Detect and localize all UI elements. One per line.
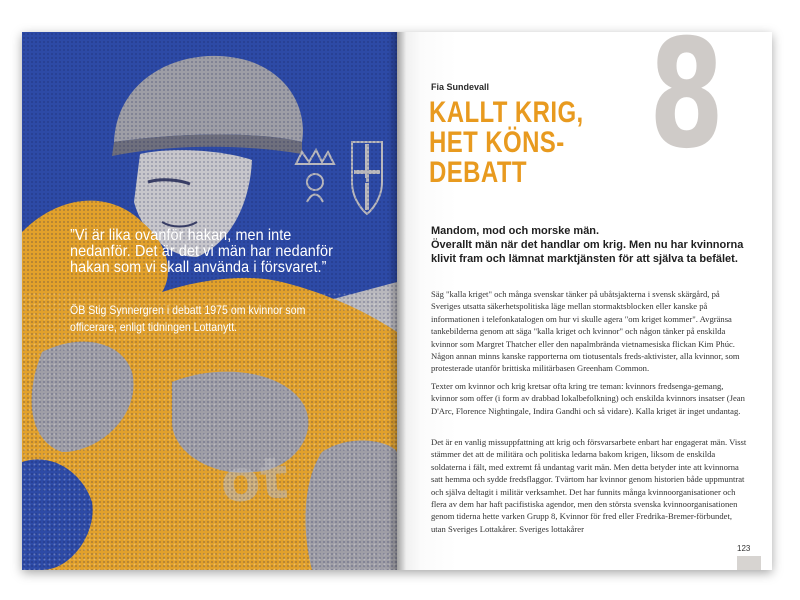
title-line-2: HET KÖNS- [429,126,565,159]
body-paragraph-2: Texter om kvinnor och krig kretsar ofta kring tre teman: kvinnors fredsenga-gemang, kvinnor som offer (i form av drabbad lokalbefolkning) och enskilda kvinnors insatser (Jean D'Arc, Florence Nightingale, Indira Gandhi och så vidare). Kalla kriget är inget undantag. [431,381,745,416]
soldier-photo [22,32,397,570]
chapter-number: 8 [649,32,723,182]
page-number: 123 [737,544,751,553]
lead-paragraph [431,224,751,266]
author-name: Fia Sundevall [431,82,490,92]
right-page [397,32,772,570]
title-line-1: KALLT KRIG, [429,96,584,129]
pull-quote: ”Vi är lika ovanför hakan, men inte nedanför. Det är det vi män har nedanför hakan som vi skall använda i försvaret.” [70,227,333,276]
left-page [22,32,397,570]
book-spread [22,32,772,570]
title-line-3: DEBATT [429,156,527,189]
body-paragraph-1: Säg "kalla kriget" och många svenskar tänker på ubåtsjakterna i svensk skärgård, på Sveriges utsatta säkerhetspolitiska läge mellan stormaktsblocken eller kanske på informationen i telefonkatalogen om hur vi skulle agera "om kriget kommer". Avgränsa tankebilderna genom att säga "kalla kriget och kvinnor" och någon tänker på enskilda kvinnor som Margret Thatcher eller den napalmbrända vietnamesiska flickan Kim Phúc. Någon annan minns kanske rapporterna om tiotusentals freds-aktivister, alla kvinnor, som protesterade utanför brittiska militärbasen Greenham Common. [431,289,740,374]
lead-line-2: Överallt män när det handlar om krig. Men nu har kvinnorna klivit fram och lämnat marktjänsten för att själva ta befälet. [431,239,744,265]
body-paragraph-3: Det är en vanlig missuppfattning att krig och försvarsarbete enbart har engagerat män. Visst stämmer det att de militära och politiska ledarna bakom krigen, liksom de enskilda soldaterna i fält, med extremt få undantag varit män. Men detta betyder inte att kvinnorna satt hemma och sydde fredsflaggor. Tvärtom har kvinnor genom historien både uppmuntrat och själva deltagit i militär verksamhet. Det har funnits många kvinnoorganisationer och flera av dem har haft pacifistiska agendor, men den största svenska kvinnoorganisationen genom tiderna hette varken Grupp 8, Kvinnor för fred eller Fredrika-Bremer-förbundet, utan Sveriges Lottakårer. Sveriges lottakårer [431,437,747,534]
page-tab [737,556,761,570]
lead-line-1: Mandom, mod och morske män. [431,225,600,237]
quote-attribution: ÖB Stig Synnergren i debatt 1975 om kvinnor som officerare, enligt tidningen Lottanytt. [70,303,306,334]
